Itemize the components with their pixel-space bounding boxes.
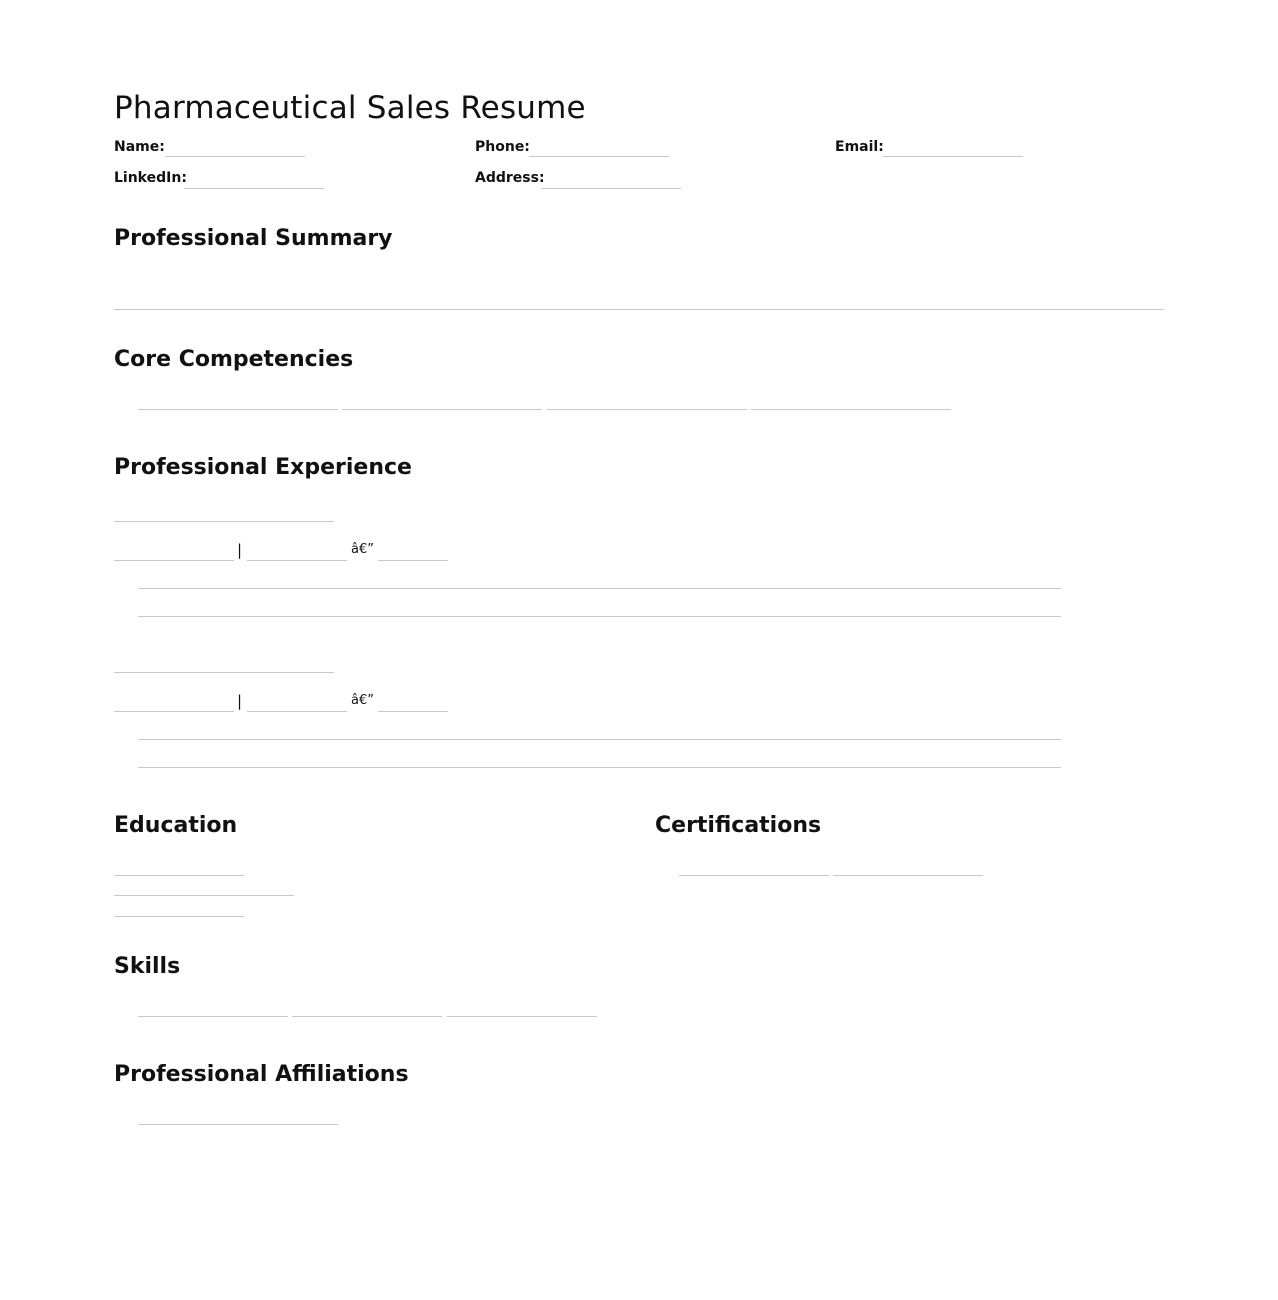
skill-field[interactable] <box>138 1016 288 1017</box>
email-field[interactable] <box>883 156 1023 157</box>
company-field[interactable] <box>114 711 234 712</box>
skills-heading: Skills <box>114 954 181 979</box>
end-date-field[interactable] <box>378 711 448 712</box>
responsibility-field[interactable] <box>138 588 1061 589</box>
graduation-field[interactable] <box>114 916 244 917</box>
responsibility-field[interactable] <box>138 616 1061 617</box>
dash-separator: â€” <box>351 542 374 557</box>
name-label: Name: <box>114 139 165 155</box>
competencies-heading: Core Competencies <box>114 347 354 372</box>
pipe-separator: | <box>237 541 243 559</box>
competency-field[interactable] <box>547 409 747 410</box>
competency-field[interactable] <box>342 409 542 410</box>
dash-separator: â€” <box>351 693 374 708</box>
competency-field[interactable] <box>138 409 338 410</box>
job-title-field[interactable] <box>114 672 334 673</box>
start-date-field[interactable] <box>247 560 347 561</box>
responsibility-field[interactable] <box>138 767 1061 768</box>
certifications-heading: Certifications <box>655 813 822 838</box>
institution-field[interactable] <box>114 895 294 896</box>
end-date-field[interactable] <box>378 560 448 561</box>
competency-field[interactable] <box>751 409 951 410</box>
education-heading: Education <box>114 813 238 838</box>
pipe-separator: | <box>237 692 243 710</box>
experience-heading: Professional Experience <box>114 455 412 480</box>
address-field[interactable] <box>541 188 681 189</box>
address-label: Address: <box>475 170 545 186</box>
summary-heading: Professional Summary <box>114 226 393 251</box>
responsibility-field[interactable] <box>138 739 1061 740</box>
affiliation-field[interactable] <box>138 1124 338 1125</box>
email-label: Email: <box>835 139 884 155</box>
page-title: Pharmaceutical Sales Resume <box>114 90 586 126</box>
certification-field[interactable] <box>679 875 829 876</box>
start-date-field[interactable] <box>247 711 347 712</box>
company-field[interactable] <box>114 560 234 561</box>
summary-field[interactable] <box>114 309 1164 310</box>
job-title-field[interactable] <box>114 521 334 522</box>
name-field[interactable] <box>165 156 305 157</box>
certification-field[interactable] <box>833 875 983 876</box>
linkedin-label: LinkedIn: <box>114 170 187 186</box>
degree-field[interactable] <box>114 875 244 876</box>
skill-field[interactable] <box>292 1016 442 1017</box>
skill-field[interactable] <box>447 1016 597 1017</box>
phone-label: Phone: <box>475 139 530 155</box>
linkedin-field[interactable] <box>184 188 324 189</box>
phone-field[interactable] <box>529 156 669 157</box>
affiliations-heading: Professional Affiliations <box>114 1062 409 1087</box>
